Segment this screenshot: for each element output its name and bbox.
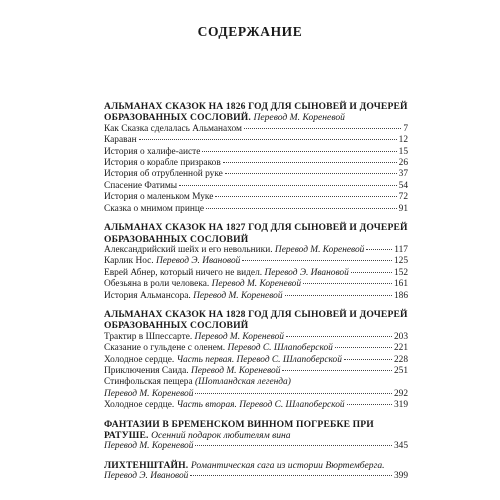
dot-leader <box>366 249 392 250</box>
page-number: 54 <box>398 180 408 191</box>
toc-entry[interactable] <box>104 192 408 203</box>
page-title: СОДЕРЖАНИЕ <box>197 24 303 39</box>
entry-title: Как Сказка сделалась Альманахом <box>104 123 242 134</box>
page-number: 117 <box>394 244 408 255</box>
entry-translator: Часть первая. Перевод С. Шлапоберской <box>176 354 342 365</box>
toc-entry-continuation[interactable] <box>104 389 408 400</box>
toc-entry[interactable] <box>104 245 408 256</box>
section-heading <box>104 309 408 332</box>
toc-section-1827 <box>104 222 408 302</box>
dot-leader <box>344 359 392 360</box>
dot-leader <box>282 370 392 371</box>
toc-entry[interactable] <box>104 169 408 180</box>
page-number: 203 <box>393 331 408 342</box>
toc-section-1828 <box>104 309 408 412</box>
entry-translator: Перевод Э. Ивановой <box>264 267 349 278</box>
dot-leader <box>335 347 392 348</box>
toc-entry[interactable] <box>104 124 408 135</box>
entry-translator: Перевод М. Кореневой <box>274 244 365 255</box>
dot-leader <box>225 173 397 174</box>
section-heading <box>104 222 408 245</box>
toc-entry[interactable] <box>104 181 408 192</box>
toc-entry[interactable] <box>104 135 408 146</box>
dot-leader <box>286 336 392 337</box>
page-number: 292 <box>393 388 408 399</box>
entry-title: Спасение Фатимы <box>104 180 178 191</box>
section-subtitle: Романтическая сага из истории Вюртемберга. <box>190 459 385 471</box>
entry-name: Стинфольская пещера <box>104 377 193 388</box>
dot-leader <box>195 393 392 394</box>
entry-translator: Перевод М. Кореневой <box>190 366 281 377</box>
page-number: 345 <box>393 441 408 452</box>
page-number: 7 <box>403 123 408 134</box>
page-number: 91 <box>398 203 408 214</box>
toc-entry[interactable] <box>104 279 408 290</box>
entry-title <box>104 279 301 290</box>
page-number: 399 <box>393 471 408 482</box>
section-subtitle: Осенний подарок любителям вина <box>151 430 291 442</box>
entry-name: Карлик Нос. <box>104 256 154 267</box>
entry-name: История Альмансора. <box>104 290 191 301</box>
entry-title <box>104 256 240 267</box>
entry-translator: Перевод Э. Ивановой <box>156 256 241 267</box>
dot-leader <box>139 139 397 140</box>
entry-title: История о корабле призраков <box>104 157 221 168</box>
entry-title: История об отрубленной руке <box>104 169 223 180</box>
page-number: 125 <box>393 256 408 267</box>
dot-leader <box>202 151 396 152</box>
entry-title: Караван <box>104 135 137 146</box>
toc-entry[interactable] <box>104 355 408 366</box>
section-title: АЛЬМАНАХ СКАЗОК НА 1828 ГОД ДЛЯ СЫНОВЕЙ И ДОЧЕРЕЙ ОБРАЗОВАННЫХ СОСЛОВИЙ <box>104 309 408 332</box>
dot-leader <box>215 196 396 197</box>
entry-translator: Перевод М. Кореневой <box>104 441 194 452</box>
table-of-contents <box>104 101 408 490</box>
entry-title <box>104 471 188 482</box>
entry-title <box>104 291 283 302</box>
entry-title <box>104 245 364 256</box>
toc-entry[interactable] <box>104 147 408 158</box>
toc-entry[interactable] <box>104 332 408 343</box>
page-number: 161 <box>393 279 408 290</box>
entry-title <box>104 400 345 411</box>
page-number: 152 <box>393 267 408 278</box>
page-number: 12 <box>398 135 408 146</box>
toc-section-lichtenstein <box>104 460 408 483</box>
page-number: 221 <box>393 343 408 354</box>
entry-name: Холодное сердце. <box>104 400 175 411</box>
toc-entry[interactable] <box>104 471 408 482</box>
section-heading <box>104 419 408 442</box>
dot-leader <box>190 475 392 476</box>
page-number: 26 <box>398 157 408 168</box>
entry-title: История о маленьком Муке <box>104 192 214 203</box>
section-heading <box>104 460 408 471</box>
entry-translator: Перевод М. Кореневой <box>194 331 284 342</box>
entry-title <box>104 268 349 279</box>
dot-leader <box>351 272 392 273</box>
toc-entry[interactable] <box>104 366 408 377</box>
entry-name: Сказание о гульдене с оленем. <box>104 343 226 354</box>
entry-title <box>104 332 284 343</box>
entry-title <box>104 441 193 452</box>
entry-name: Трактир в Шпессарте. <box>104 331 193 342</box>
entry-name: Еврей Абнер, который ничего не видел. <box>104 267 263 278</box>
dot-leader <box>242 260 392 261</box>
entry-translator: Перевод Э. Ивановой <box>104 471 189 482</box>
toc-entry[interactable] <box>104 441 408 452</box>
page-number: 15 <box>398 146 408 157</box>
section-title: АЛЬМАНАХ СКАЗОК НА 1827 ГОД ДЛЯ СЫНОВЕЙ И ДОЧЕРЕЙ ОБРАЗОВАННЫХ СОСЛОВИЙ <box>104 222 408 245</box>
entry-translator: Перевод М. Кореневой <box>211 279 302 290</box>
page-number: 37 <box>398 169 408 180</box>
entry-name: Холодное сердце. <box>104 354 175 365</box>
section-heading <box>104 101 408 124</box>
page-number: 186 <box>393 290 408 301</box>
dot-leader <box>179 185 397 186</box>
entry-translator: Часть вторая. Перевод С. Шлапоберской <box>176 400 345 411</box>
toc-entry[interactable] <box>104 343 408 354</box>
toc-entry-first-line[interactable] <box>104 377 408 388</box>
entry-translator: Перевод С. Шлапоберской <box>227 343 333 354</box>
toc-section-1826 <box>104 101 408 215</box>
dot-leader <box>285 295 392 296</box>
dot-leader <box>195 445 392 446</box>
toc-entry[interactable] <box>104 158 408 169</box>
page-number: 72 <box>398 192 408 203</box>
page-number: 251 <box>393 366 408 377</box>
entry-title <box>104 366 280 377</box>
section-translator: Перевод М. Кореневой <box>253 112 345 124</box>
page-number: 228 <box>393 354 408 365</box>
entry-translator: Перевод М. Кореневой <box>193 290 283 301</box>
entry-name: Приключения Саида. <box>104 366 189 377</box>
entry-title: История о халифе-аисте <box>104 146 201 157</box>
entry-translator: Перевод М. Кореневой <box>104 388 194 399</box>
toc-entry[interactable] <box>104 204 408 215</box>
entry-name: Александрийский шейх и его невольники. <box>104 244 273 255</box>
section-title: ФАНТАЗИИ В БРЕМЕНСКОМ ВИННОМ ПОГРЕБКЕ ПРИ РАТУШЕ. <box>104 418 374 442</box>
entry-subtitle: (Шотландская легенда) <box>195 377 291 388</box>
entry-title <box>104 389 193 400</box>
toc-entry[interactable] <box>104 268 408 279</box>
entry-title: Сказка о мнимом принце <box>104 203 205 214</box>
toc-entry[interactable] <box>104 400 408 411</box>
toc-entry[interactable] <box>104 256 408 267</box>
dot-leader <box>244 128 401 129</box>
section-title: ЛИХТЕНШТАЙН. <box>104 459 189 471</box>
dot-leader <box>206 208 397 209</box>
dot-leader <box>223 162 397 163</box>
entry-title <box>104 343 333 354</box>
section-title: АЛЬМАНАХ СКАЗОК НА 1826 ГОД ДЛЯ СЫНОВЕЙ И ДОЧЕРЕЙ ОБРАЗОВАННЫХ СОСЛОВИЙ. <box>104 101 408 124</box>
entry-title <box>104 355 342 366</box>
page-number: 319 <box>393 400 408 411</box>
entry-name: Обезьяна в роли человека. <box>104 279 210 290</box>
toc-section-bremen <box>104 419 408 453</box>
dot-leader <box>347 404 392 405</box>
dot-leader <box>303 283 392 284</box>
toc-entry[interactable] <box>104 291 408 302</box>
